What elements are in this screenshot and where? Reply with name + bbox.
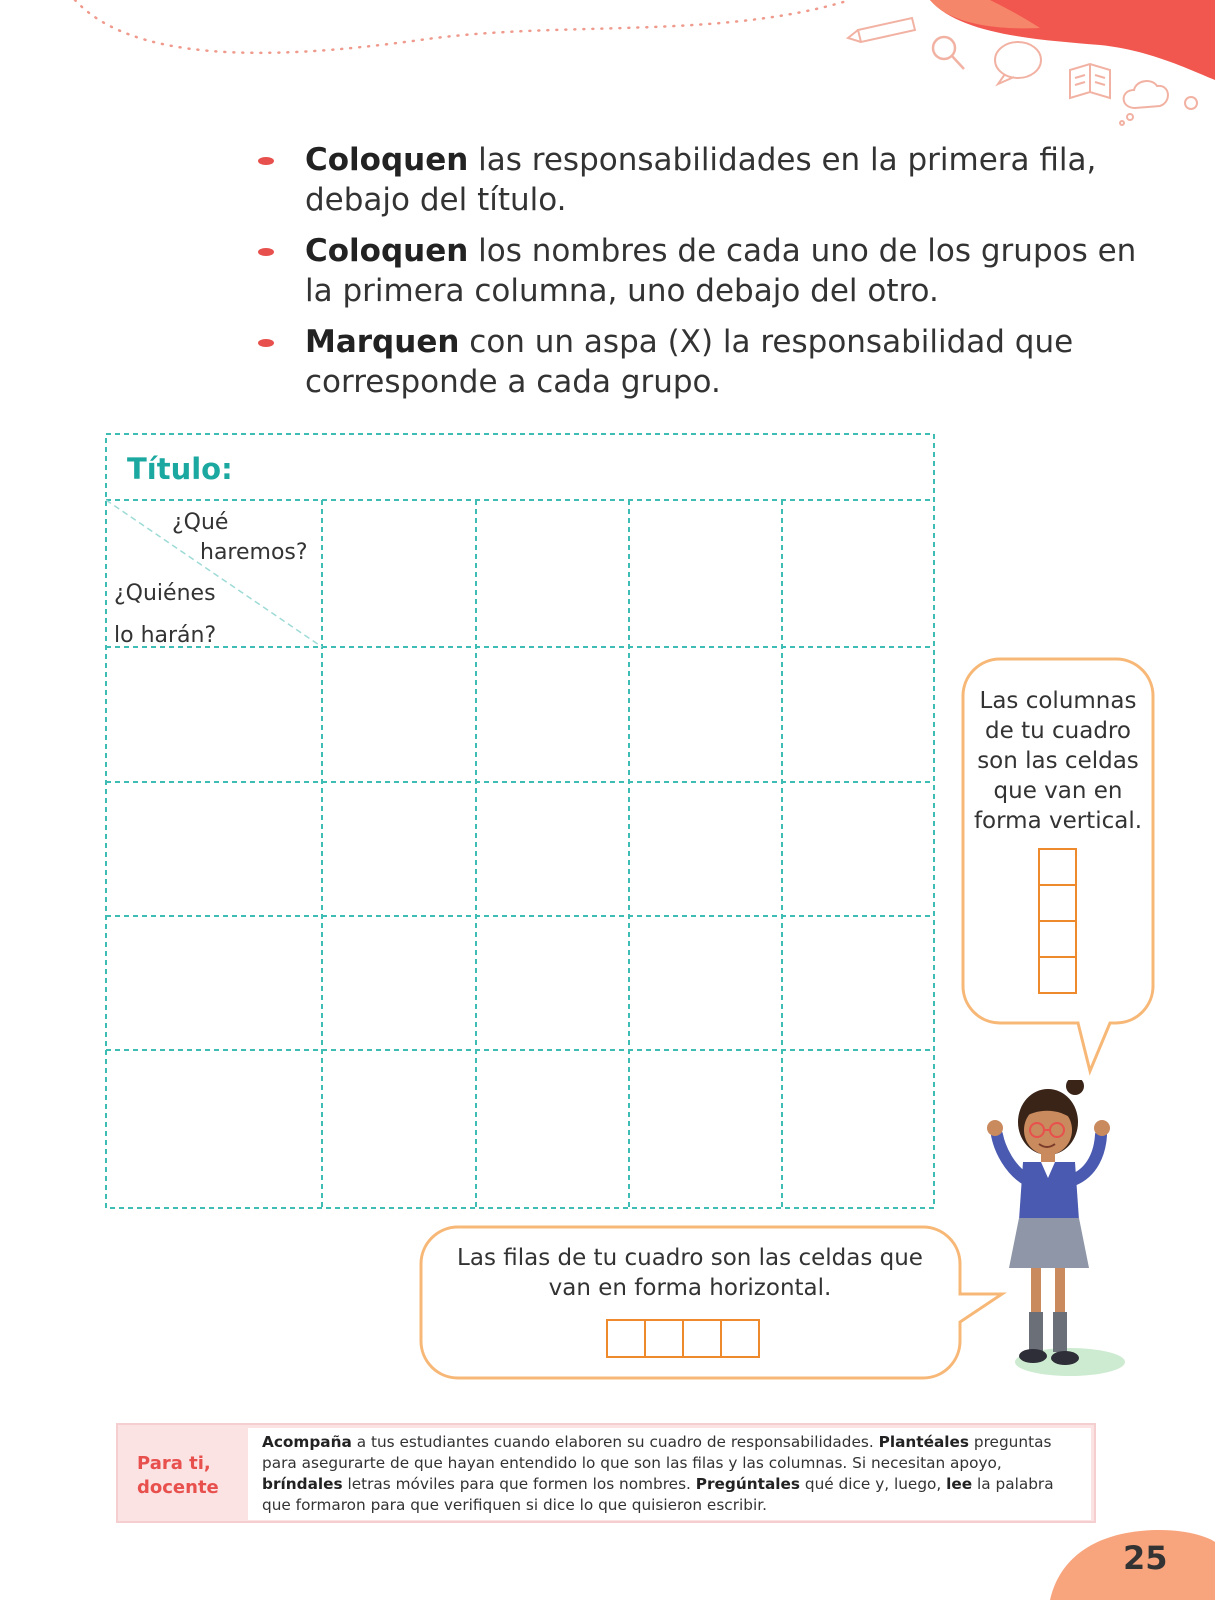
instruction-item: [258, 140, 1138, 220]
instruction-verb: Marquen: [305, 324, 460, 360]
corner-header-what: ¿Qué: [172, 510, 229, 535]
page-number: 25: [1123, 1539, 1168, 1577]
instruction-list: [258, 140, 1138, 413]
thought-cloud-icon: [1120, 81, 1197, 125]
book-icon: [1070, 64, 1110, 98]
teacher-note-label-line2: docente: [137, 1477, 219, 1498]
instruction-text: los nombres de cada uno de los grupos en la primera columna, uno debajo del otro.: [305, 233, 1137, 309]
note-text: preguntas para asegurarte de que hayan entendido lo que son las filas y las columnas. Si necesitan apoyo,: [262, 1433, 1052, 1472]
bullet-dot-icon: [258, 248, 274, 256]
teacher-note-text: [248, 1428, 1091, 1520]
teacher-note-label: [137, 1452, 219, 1500]
chat-bubble-icon: [995, 42, 1041, 84]
note-text: la palabra que formaron para que verifiquen si dice lo que quisieron escribir.: [262, 1475, 1054, 1514]
instruction-verb: Coloquen: [305, 142, 469, 178]
magnifier-icon: [933, 37, 964, 69]
bullet-dot-icon: [258, 339, 274, 347]
columns-explanation: Las columnas de tu cuadro son las celdas que van en forma vertical.: [973, 688, 1143, 834]
teacher-note-label-line1: Para ti,: [137, 1453, 211, 1474]
instruction-item: [258, 322, 1138, 402]
instruction-text: con un aspa (X) la responsabilidad que corresponde a cada grupo.: [305, 324, 1074, 400]
note-verb: Pregúntales: [695, 1475, 801, 1493]
corner-header-who: ¿Quiénes: [114, 581, 216, 606]
header-decoration: [0, 0, 1215, 130]
note-verb: bríndales: [262, 1475, 343, 1493]
instruction-text: las responsabilidades en la primera fila, debajo del título.: [305, 142, 1097, 218]
note-verb: lee: [946, 1475, 973, 1493]
note-verb: Acompaña: [262, 1433, 352, 1451]
bullet-dot-icon: [258, 157, 274, 165]
instruction-verb: Coloquen: [305, 233, 469, 269]
instruction-item: [258, 231, 1138, 311]
corner-header-who-2: lo harán?: [114, 623, 217, 648]
note-text: letras móviles para que formen los nombres.: [342, 1475, 696, 1493]
girl-illustration: [985, 1080, 1135, 1380]
pencil-icon: [848, 18, 915, 42]
note-text: a tus estudiantes cuando elaboren su cuadro de responsabilidades.: [351, 1433, 879, 1451]
rows-explanation: Las filas de tu cuadro son las celdas que van en forma horizontal.: [457, 1245, 923, 1301]
table-title-label: Título:: [127, 452, 233, 486]
note-verb: Plantéales: [878, 1433, 970, 1451]
corner-header-what-2: haremos?: [200, 540, 308, 565]
note-text: qué dice y, luego,: [800, 1475, 947, 1493]
